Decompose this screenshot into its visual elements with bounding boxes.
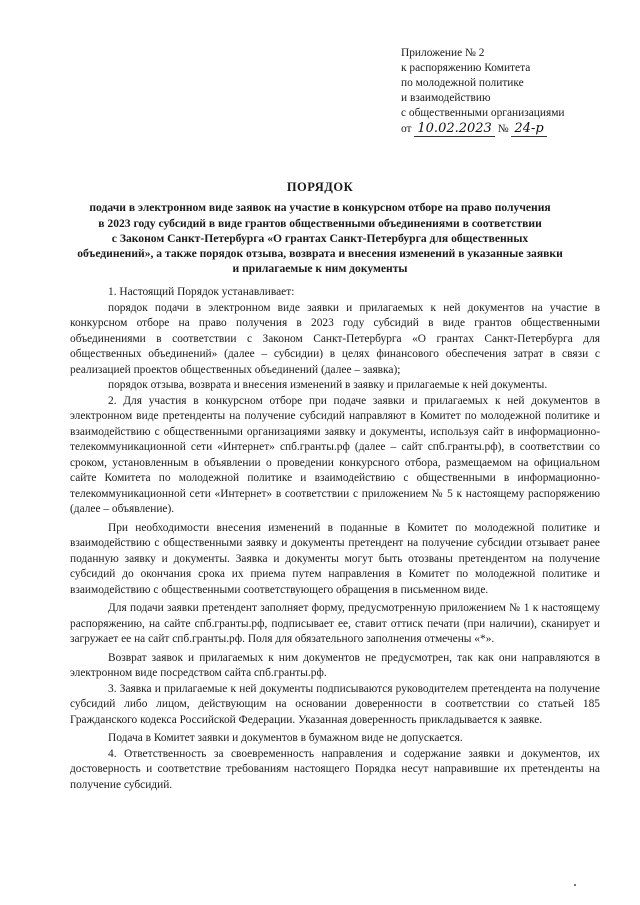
paragraph: Возврат заявок и прилагаемых к ним документов не предусмотрен, так как они направляются в электронном виде посредством сайта спб.гранты.рф. [70, 651, 600, 679]
paragraph: порядок подачи в электронном виде заявки и прилагаемых к ней документов на участие в конкурсном отборе на право получения в 2023 году субсидий в виде грантов общественными объединениями в соответствии с Законом Санкт-Петербурга «О грантах Санкт-Петербурга для общественных объединений» (далее – субсидии) в целях финансового обеспечения затрат в связи с реализацией проектов общественных объединений (далее – заявка); [70, 301, 600, 376]
appendix-line: и взаимодействию [401, 92, 491, 104]
title-line: объединений», а также порядок отзыва, возврата и внесения изменений в указанные заявки [77, 247, 563, 261]
document-title [60, 180, 580, 277]
paragraph: 3. Заявка и прилагаемые к ней документы подписываются руководителем претендента на получение субсидий либо лицом, действующим на основании доверенности в соответствии со статьей 185 Гражданского кодекса Российской Федерации. Указанная доверенность прикладывается к заявке. [70, 682, 600, 726]
paragraph: 4. Ответственность за своевременность направления и содержание заявки и документов, их достоверность и соответствие требованиям настоящего Порядка несут направившие их претенденты на получение субсидий. [70, 747, 600, 791]
number-prefix: № [497, 123, 509, 135]
date-prefix: от [401, 123, 412, 135]
appendix-header [401, 46, 631, 137]
appendix-line: Приложение № 2 [401, 47, 485, 59]
paragraph: Для подачи заявки претендент заполняет форму, предусмотренную приложением № 1 к настоящему распоряжению, на сайте спб.гранты.рф, подписывает ее, ставит оттиск печати (при наличии), сканирует и загружает ее на сайт спб.гранты.рф. Поля для обязательного заполнения отмечены «*». [70, 602, 600, 645]
title-main: ПОРЯДОК [286, 180, 354, 194]
title-line: и прилагаемые к ним документы [232, 262, 408, 276]
appendix-line: с общественными организациями [401, 107, 565, 119]
handwritten-number: 24-р [511, 121, 546, 137]
title-line: с Законом Санкт-Петербурга «О грантах Санкт-Петербурга для общественных [111, 231, 529, 245]
title-line: подачи в электронном виде заявок на участие в конкурсном отборе на право получения [89, 201, 551, 215]
scan-speck [574, 884, 576, 886]
appendix-line: по молодежной политике [401, 77, 524, 89]
title-line: в 2023 году субсидий в виде грантов общественными объединениями в соответствии [98, 216, 542, 230]
appendix-line: к распоряжению Комитета [401, 62, 531, 74]
paragraph: При необходимости внесения изменений в поданные в Комитет по молодежной политике и взаимодействию с общественными заявку и документы претендент на получение субсидии отзывает ранее поданную заявку и документы. Заявка и документы могут быть отозваны претендентом на получение субсидий до окончания срока их приема путем направления в Комитет по молодежной политике и взаимодействию с общественными соответствующего обращения в письменном виде. [70, 521, 600, 596]
paragraph: Подача в Комитет заявки и документов в бумажном виде не допускается. [108, 732, 463, 744]
paragraph: порядок отзыва, возврата и внесения изменений в заявку и прилагаемые к ней документы. [108, 379, 548, 391]
handwritten-date: 10.02.2023 [414, 121, 494, 137]
paragraph: 2. Для участия в конкурсном отборе при подаче заявки и прилагаемых к ней документов в электронном виде претенденты на получение субсидий направляют в Комитет по молодежной политике и взаимодействию с общественными организациями заявку и документы, используя сайт в информационно-телекоммуникационной сети «Интернет» спб.гранты.рф (далее – сайт спб.гранты.рф), в соответствии со сроком, установленным в объявлении о проведении конкурсного отбора, размещаемом на официальном сайте Комитета по молодежной политике и взаимодействию с общественными в информационно-телекоммуникационной сети «Интернет» в соответствии с приложением № 5 к настоящему распоряжению (далее – объявление). [70, 394, 600, 515]
paragraph: 1. Настоящий Порядок устанавливает: [108, 286, 295, 298]
appendix-date-line [401, 121, 631, 137]
document-body [70, 285, 600, 793]
